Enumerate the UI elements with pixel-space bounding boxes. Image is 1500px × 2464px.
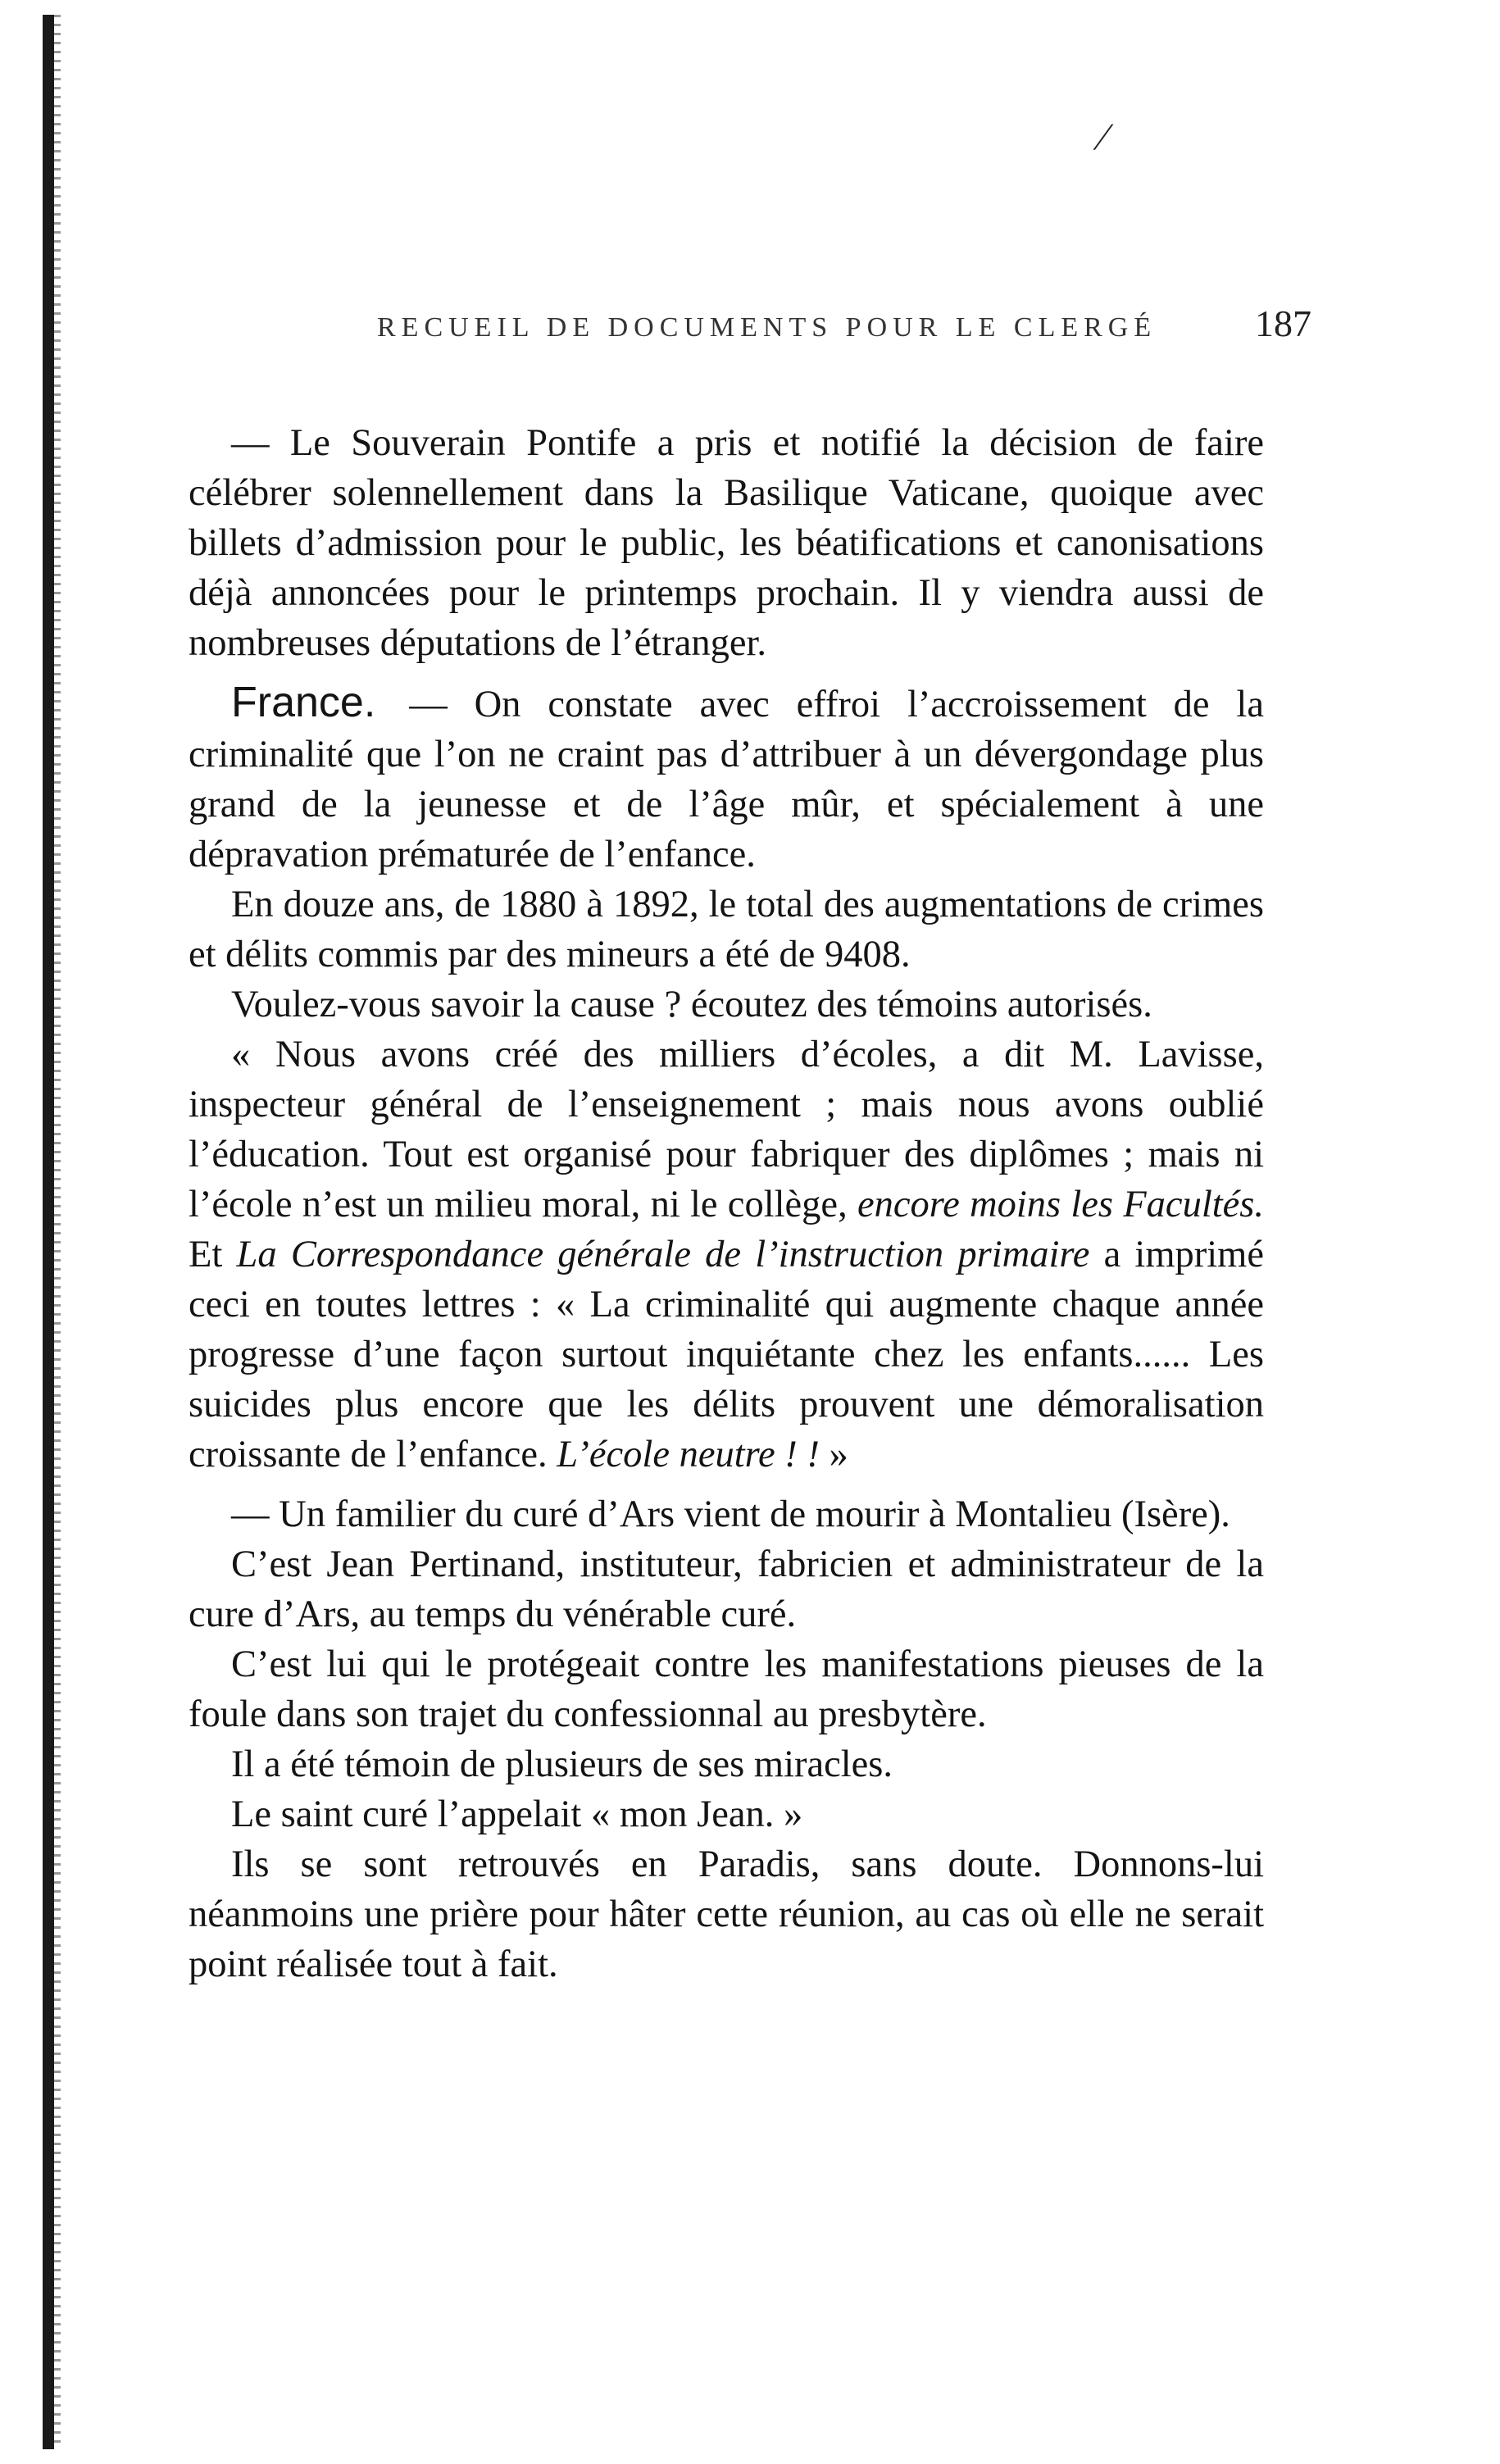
quote-italic-correspondance: La Correspondance générale de l’instruction primaire xyxy=(236,1234,1090,1275)
paragraph-question: Voulez-vous savoir la cause ? écoutez des témoins autorisés. xyxy=(231,984,1152,1025)
quote-italic-ecole-neutre: L’école neutre ! ! xyxy=(557,1434,820,1475)
page-number: 187 xyxy=(1255,302,1311,344)
paragraph-souverain-pontife: — Le Souverain Pontife a pris et notifié la décision de faire célébrer solennellement dans la Basilique Vaticane, quoique avec billets d’admission pour le public, les béatifications et canonisations déjà annoncées pour le printemps prochain. Il y viendra aussi de nombreuses députations de l’étranger. xyxy=(189,422,1264,664)
section-heading-france: France. xyxy=(231,679,376,726)
paragraph-protection: C’est lui qui le protégeait contre les manifestations pieuses de la foule dans son trajet du confessionnal au presbytère. xyxy=(189,1643,1264,1735)
paragraph-pertinand: C’est Jean Pertinand, instituteur, fabricien et administrateur de la cure d’Ars, au temps du vénérable curé. xyxy=(189,1543,1264,1635)
paragraph-cure-ars: — Un familier du curé d’Ars vient de mourir à Montalieu (Isère). xyxy=(231,1493,1230,1535)
quote-close: » xyxy=(829,1434,848,1475)
page-body xyxy=(189,418,1264,1989)
quote-part-b: Et xyxy=(189,1234,223,1275)
paragraph-lavisse-quote xyxy=(189,1030,1264,1480)
paragraph-statistics: En douze ans, de 1880 à 1892, le total des augmentations de crimes et délits commis par des mineurs a été de 9408. xyxy=(189,884,1264,975)
paragraph-miracles: Il a été témoin de plusieurs de ses miracles. xyxy=(231,1743,893,1785)
paragraph-france xyxy=(189,678,1264,880)
paragraph-mon-jean: Le saint curé l’appelait « mon Jean. » xyxy=(231,1793,803,1835)
quote-part-c: a imprimé ceci en toutes lettres : « La criminalité qui augmente chaque année progresse d’une façon surtout inquiétante chez les enfants...... Les suicides plus encore que les délits prouvent une démoralisation croissante de l’enfance. xyxy=(189,1234,1264,1475)
paragraph-paradis: Ils se sont retrouvés en Paradis, sans doute. Donnons-lui néanmoins une prière pour hâter cette réunion, au cas où elle ne serait point réalisée tout à fait. xyxy=(189,1843,1264,1985)
running-header xyxy=(377,302,1311,345)
quote-part-a: « Nous avons créé des milliers d’écoles, a dit M. Lavisse, inspecteur général de l’enseignement ; mais nous avons oublié l’éducation. Tout est organisé pour fabriquer des diplômes ; mais ni l’école n’est un milieu moral, ni le collège, xyxy=(189,1034,1264,1225)
running-title: RECUEIL DE DOCUMENTS POUR LE CLERGÉ xyxy=(377,312,1157,343)
pencil-mark: ⁄ xyxy=(1100,116,1107,159)
binding-edge xyxy=(43,15,54,2449)
quote-italic-facultes: encore moins les Facultés. xyxy=(857,1184,1265,1225)
paragraph-france-text: — On constate avec effroi l’accroissement de la criminalité que l’on ne craint pas d’attribuer à un dévergondage plus grand de la jeunesse et de l’âge mûr, et spécialement à une dépravation prématurée de l’enfance. xyxy=(189,684,1264,875)
